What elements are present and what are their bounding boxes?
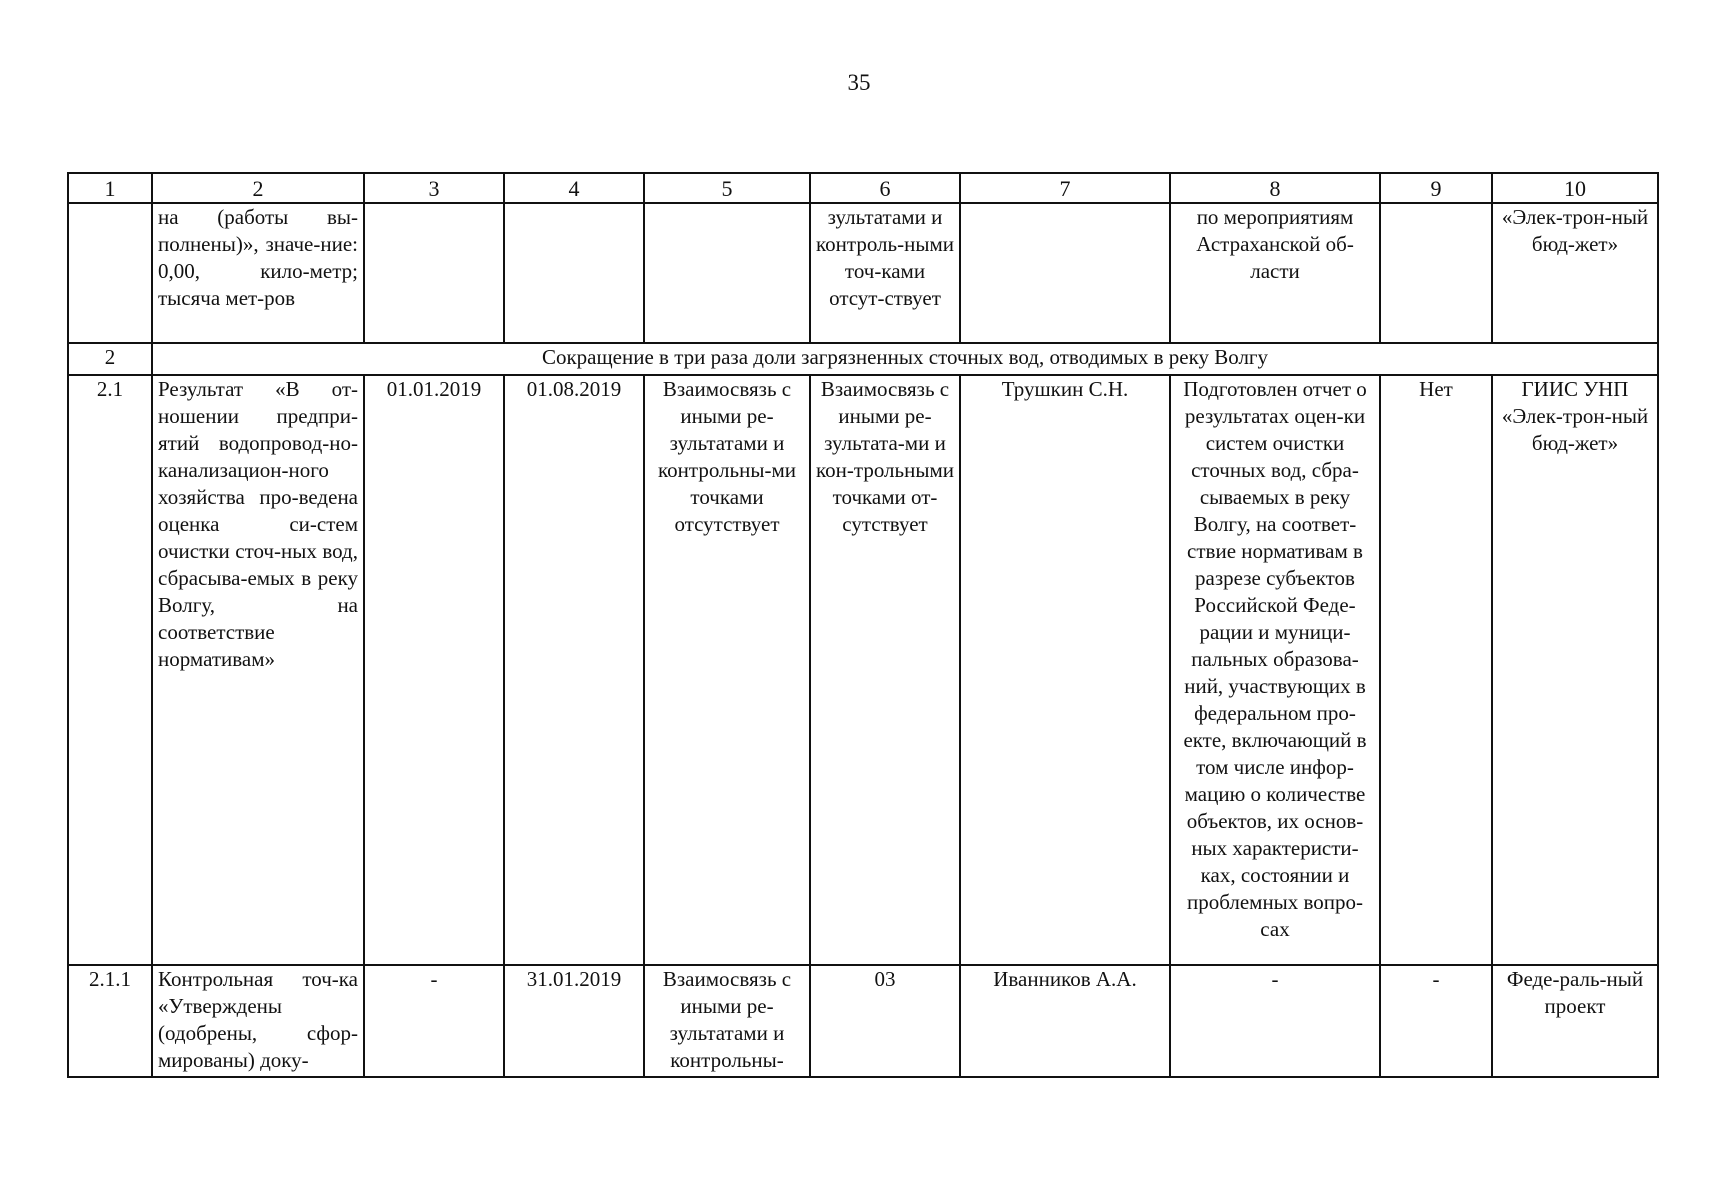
section-number: 2 (68, 343, 152, 375)
cell-successors: 03 (810, 965, 960, 1077)
cell-predecessors (644, 203, 810, 343)
cell-responsible (960, 203, 1170, 343)
cell-predecessors: Взаимосвязь с иными ре-зультатами и контрольны-ми точками отсутствует (644, 375, 810, 965)
cell-number (68, 203, 152, 343)
event-plan-table (67, 172, 1659, 1078)
cell-responsible: Иванников А.А. (960, 965, 1170, 1077)
cell-number: 2.1 (68, 375, 152, 965)
cell-level (1380, 203, 1492, 343)
cell-info-system: ГИИС УНП «Элек-трон-ный бюд-жет» (1492, 375, 1658, 965)
column-header: 10 (1492, 173, 1658, 203)
cell-level: - (1380, 965, 1492, 1077)
cell-start-date (364, 203, 504, 343)
cell-start-date: 01.01.2019 (364, 375, 504, 965)
column-header: 6 (810, 173, 960, 203)
column-header: 2 (152, 173, 364, 203)
table-row-continued (68, 203, 1658, 343)
cell-info-system: «Элек-трон-ный бюд-жет» (1492, 203, 1658, 343)
page-number: 35 (847, 70, 871, 95)
column-header: 7 (960, 173, 1170, 203)
cell-start-date: - (364, 965, 504, 1077)
column-header: 9 (1380, 173, 1492, 203)
table-row-2-1 (68, 375, 1658, 965)
cell-successors: зультатами и контроль-ными точ-ками отсут-ствует (810, 203, 960, 343)
column-header: 8 (1170, 173, 1380, 203)
cell-end-date (504, 203, 644, 343)
cell-successors: Взаимосвязь с иными ре-зультата-ми и кон-трольными точками от-сутствует (810, 375, 960, 965)
cell-name: на (работы вы-полнены)», значе-ние: 0,00, кило-метр; тысяча мет-ров (152, 203, 364, 343)
column-header: 3 (364, 173, 504, 203)
section-row (68, 343, 1658, 375)
cell-end-date: 31.01.2019 (504, 965, 644, 1077)
cell-end-date: 01.08.2019 (504, 375, 644, 965)
column-header: 1 (68, 173, 152, 203)
cell-result: по мероприятиям Астраханской об-ласти (1170, 203, 1380, 343)
cell-name: Результат «В от-ношении предпри-ятий водопровод-но-канализацион-ного хозяйства про-ведена оценка си-стем очистки сточ-ных вод, сбрасыва-емых в реку Волгу, на соответствие нормативам» (152, 375, 364, 965)
cell-result: Подготовлен отчет о результатах оцен-ки систем очистки сточных вод, сбра-сываемых в реку Волгу, на соответ-ствие нормативам в разрезе субъектов Российской Феде-рации и муници-пальных образова-ний, участвующих в федеральном про-екте, включающий в том числе инфор-мацию о количестве объектов, их основ-ных характеристи-ках, состоянии и проблемных вопро-сах (1170, 375, 1380, 965)
cell-result: - (1170, 965, 1380, 1077)
table-row-2-1-1 (68, 965, 1658, 1077)
header-row (68, 173, 1658, 203)
column-header: 4 (504, 173, 644, 203)
cell-info-system: Феде-раль-ный проект (1492, 965, 1658, 1077)
column-header: 5 (644, 173, 810, 203)
cell-level: Нет (1380, 375, 1492, 965)
section-title: Сокращение в три раза доли загрязненных сточных вод, отводимых в реку Волгу (152, 343, 1658, 375)
cell-name: Контрольная точ-ка «Утверждены (одобрены, сфор-мированы) доку- (152, 965, 364, 1077)
cell-predecessors: Взаимосвязь с иными ре-зультатами и контрольны- (644, 965, 810, 1077)
cell-responsible: Трушкин С.Н. (960, 375, 1170, 965)
cell-number: 2.1.1 (68, 965, 152, 1077)
